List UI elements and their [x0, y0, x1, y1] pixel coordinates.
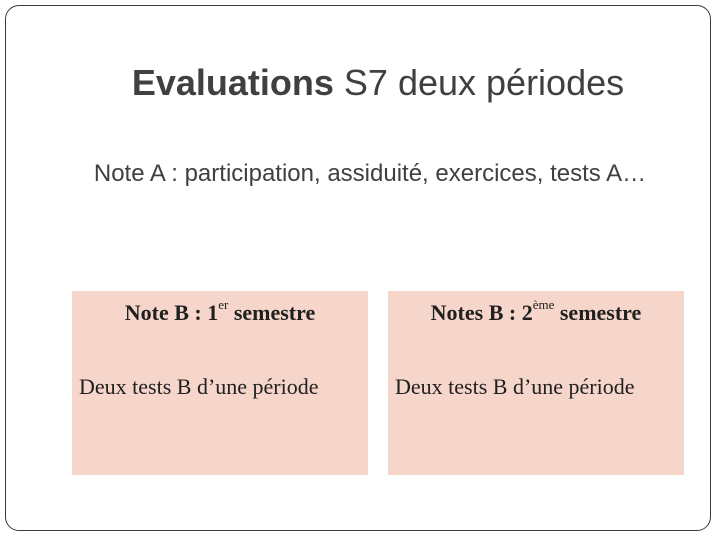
semester-2-body: Deux tests B d’une période [395, 374, 635, 399]
semester-2-heading [388, 297, 684, 326]
semester-2-heading-sup: ème [532, 297, 555, 312]
semester-2-heading-post: semestre [554, 300, 642, 325]
semester-1-heading-post: semestre [228, 300, 316, 325]
slide-title-bold: Evaluations [131, 62, 334, 103]
slide-title-rest: S7 deux périodes [333, 62, 625, 103]
semester-1-heading-pre: Note B : 1 [124, 300, 219, 325]
semester-1-box [72, 291, 368, 475]
semester-2-heading-pre: Notes B : 2 [430, 300, 533, 325]
semester-1-body: Deux tests B d’une période [79, 374, 319, 399]
slide-subtitle: Note A : participation, assiduité, exercices, tests A… [93, 160, 647, 187]
semester-1-heading [72, 297, 368, 326]
semester-1-heading-sup: er [218, 297, 229, 312]
slide-title [0, 62, 720, 104]
semester-2-box [388, 291, 684, 475]
